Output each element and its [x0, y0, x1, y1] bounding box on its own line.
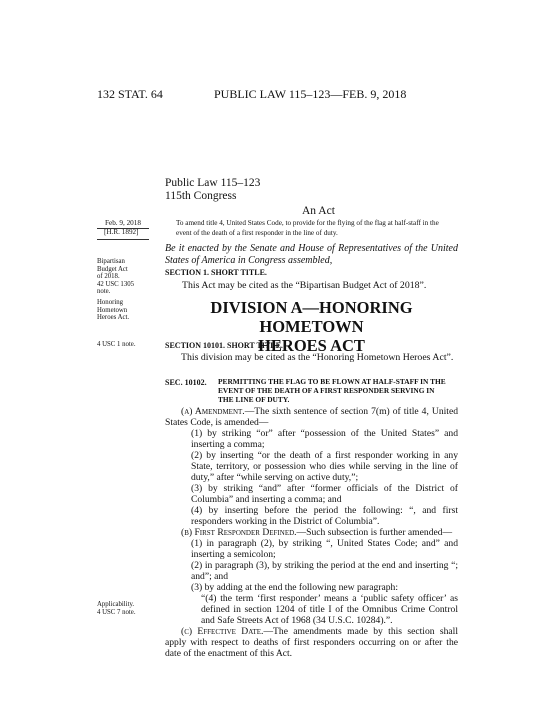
paragraph-b1: (1) in paragraph (2), by striking “, United States Code; and” and inserting a semicolon;: [191, 538, 458, 560]
congress-number: 115th Congress: [165, 190, 237, 202]
subsection-c-text: —The amendments made by this section shall apply with respect to deaths of first responders occurring on or after the date of the enactment of this Act.: [165, 626, 458, 659]
margin-line: 4 USC 7 note.: [97, 608, 136, 616]
margin-line: Budget Act: [97, 265, 128, 273]
subsection-c-label: (c) Effective Date.: [181, 626, 264, 637]
margin-line: Heroes Act.: [97, 314, 130, 322]
paragraph-b3: (3) by adding at the end the following new paragraph:: [191, 582, 399, 593]
margin-line: note.: [97, 288, 111, 296]
public-law-number: Public Law 115–123: [165, 177, 261, 189]
margin-divider: [97, 239, 149, 240]
margin-line: Hometown: [97, 306, 128, 314]
paragraph-a1: (1) by striking “or” after “possession of the United States” and inserting a comma;: [191, 428, 458, 450]
quoted-paragraph-4: “(4) the term ‘first responder’ means a ‘public safety officer’ as defined in section 1204 of title I of the Omnibus Crime Control and Safe Streets Act of 1968 (34 U.S.C. 10284).”.: [201, 593, 458, 626]
stat-page-number: 132 STAT. 64: [97, 87, 163, 101]
division-title-line: HEROES ACT: [258, 336, 365, 355]
margin-date: Feb. 9, 2018: [105, 219, 141, 227]
margin-line: 42 USC 1305: [97, 280, 135, 288]
subsection-b-label: (b) First Responder Defined.: [181, 527, 297, 538]
section-10102-body: [165, 406, 458, 659]
margin-usc-note: 4 USC 1 note.: [97, 341, 136, 348]
margin-line: Applicability.: [97, 601, 135, 608]
paragraph-b2: (2) in paragraph (3), by striking the period at the end and inserting “; and”; and: [191, 560, 458, 582]
margin-line: Bipartisan: [97, 258, 125, 265]
margin-note-bipartisan: [97, 258, 134, 296]
paragraph-a2: (2) by inserting “or the death of a first responder working in any State, territory, or possession who dies while serving in the line of duty,” after “while serving on active duty,”;: [191, 450, 458, 483]
running-header: PUBLIC LAW 115–123—FEB. 9, 2018: [214, 87, 407, 101]
subsection-a-label: (a) Amendment.: [181, 406, 245, 417]
paragraph-a3: (3) by striking “and” after “former officials of the District of Columbia” and inserting a comma; and: [191, 483, 458, 505]
act-purpose: To amend title 4, United States Code, to provide for the flying of the flag at half-staff in the event of the death of a first responder in the line of duty.: [176, 219, 439, 237]
section-1-heading: SECTION 1. SHORT TITLE.: [165, 268, 267, 277]
enacting-clause: Be it enacted by the Senate and House of Representatives of the United States of America in Congress assembled,: [165, 243, 458, 266]
margin-note-applicability: [97, 601, 136, 616]
section-10102-heading: PERMITTING THE FLAG TO BE FLOWN AT HALF-STAFF IN THE EVENT OF THE DEATH OF A FIRST RESPONDER SERVING IN THE LINE OF DUTY.: [218, 377, 446, 404]
subsection-b-text: —Such subsection is further amended—: [296, 527, 453, 538]
margin-line: Honoring: [97, 299, 124, 306]
margin-line: of 2018.: [97, 273, 120, 281]
section-1-text: This Act may be cited as the “Bipartisan Budget Act of 2018”.: [182, 280, 427, 291]
division-title-line: DIVISION A—HONORING HOMETOWN: [210, 298, 413, 336]
margin-note-honoring: [97, 299, 129, 322]
paragraph-a4: (4) by inserting before the period the following: “, and first responders working in the District of Columbia”.: [191, 505, 458, 527]
section-10102-label: SEC. 10102.: [165, 378, 207, 387]
margin-bill-number: [H.R. 1892]: [104, 228, 139, 236]
section-10101-heading: SECTION 10101. SHORT TITLE.: [165, 341, 283, 350]
margin-divider: [97, 228, 149, 229]
section-10101-text: This division may be cited as the “Honoring Hometown Heroes Act”.: [181, 352, 454, 363]
subsection-a-text: —The sixth sentence of section 7(m) of title 4, United States Code, is amended—: [165, 406, 458, 428]
an-act-heading: An Act: [302, 205, 335, 217]
